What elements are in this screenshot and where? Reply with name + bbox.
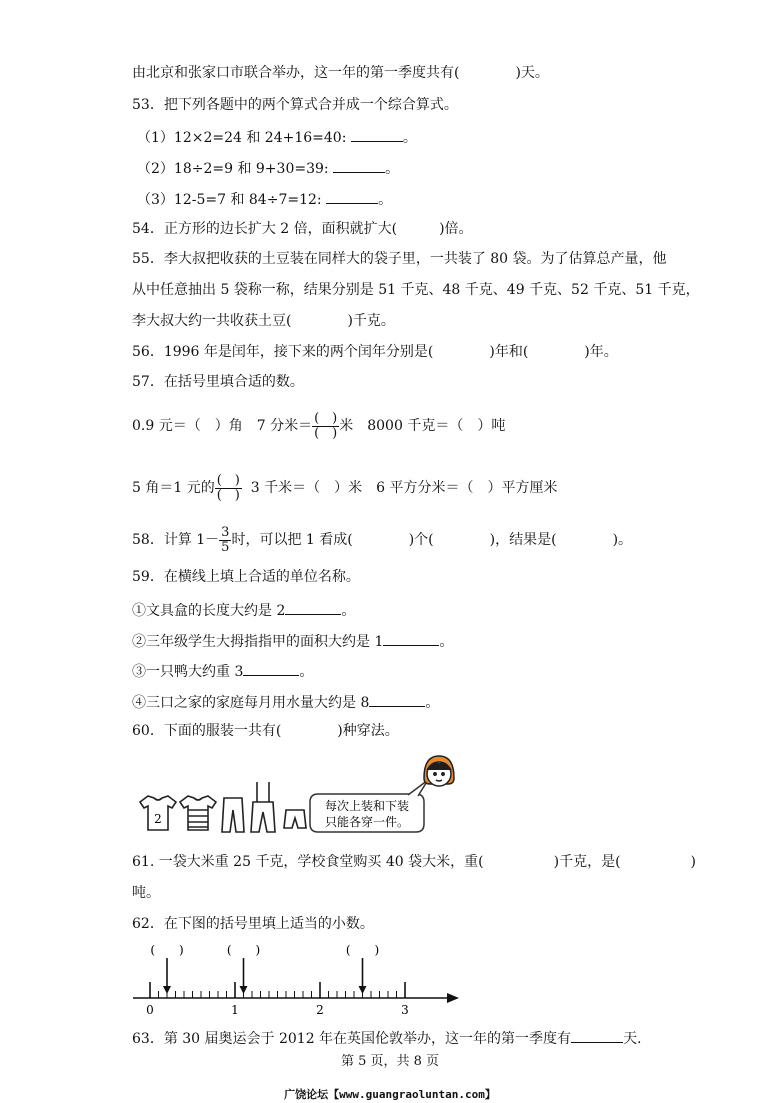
answer-blank[interactable] [369,692,425,707]
tick-label: 2 [316,1003,324,1017]
question-62-title: 62．在下图的括号里填上适当的小数。 [132,916,374,932]
tick-label: 1 [231,1003,239,1017]
site-watermark: 广饶论坛【www.guangraoluntan.com】 [284,1088,496,1101]
question-60: 60．下面的服装一共有( )种穿法。 [132,723,399,739]
question-54: 54．正方形的边长扩大 2 倍，面积就扩大( )倍。 [132,221,473,237]
trousers-icon [222,798,244,832]
question-59-title: 59．在横线上填上合适的单位名称。 [132,569,360,585]
question-58 [132,525,632,555]
overalls-icon [251,782,275,832]
axis-arrowhead [447,993,459,1003]
item-end: 。 [402,130,417,146]
item-end: 。 [378,192,393,208]
fraction-blank[interactable]: $\frac{( )}{( )}$ [314,410,338,441]
answer-blank[interactable] [326,189,378,204]
fraction-three-fifths: $\frac{3}{5}$ [221,524,230,555]
answer-blank[interactable] [243,661,299,676]
item-text: ②三年级学生大拇指指甲的面积大约是 1 [132,634,384,650]
question-52-tail: 由北京和张家口市联合举办，这一年的第一季度共有( )天。 [132,65,549,81]
tick-label: 0 [146,1003,154,1017]
boy-icon [424,756,454,786]
answer-blank[interactable] [333,158,385,173]
q58-pre: 58．计算 1－ [132,532,220,548]
item-text: （2）18÷2=9 和 9+30=39: [137,161,329,177]
question-63 [132,1028,642,1048]
question-55-line-1: 55．李大叔把收获的土豆装在同样大的袋子里，一共装了 80 袋。为了估算总产量，他 [132,251,667,267]
pointer-arrowhead [359,986,367,994]
question-61-line-2: 吨。 [132,885,160,901]
item-text: （3）12-5=7 和 84÷7=12: [137,192,322,208]
number-line [125,940,465,1020]
question-61-line-1: 61. 一袋大米重 25 千克，学校食堂购买 40 袋大米，重( )千克，是( ) [132,854,696,870]
shorts-icon [284,810,306,828]
page-footer: 第 5 页，共 8 页 [340,1054,440,1069]
answer-blank[interactable] [285,600,341,615]
question-59-item-2 [132,631,453,651]
row-2-part-a: 5 角＝1 元的 [132,480,215,496]
pointer-arrowhead [163,986,171,994]
item-end: 。 [341,603,356,619]
item-end: 。 [299,664,314,680]
answer-bracket: ( ) [150,943,184,957]
question-55-line-2: 从中任意抽出 5 袋称一称，结果分别是 51 千克、48 千克、49 千克、52 千克、51 千克， [132,282,700,298]
question-55-line-3: 李大叔大约一共收获土豆( )千克。 [132,313,395,329]
clothing-illustration [128,752,458,842]
question-57-row-1 [132,410,505,442]
question-53-item-1 [137,127,417,147]
question-57-row-2 [132,472,558,504]
question-59-item-3 [132,661,313,681]
question-56: 56．1996 年是闰年，接下来的两个闰年分别是( )年和( )年。 [132,344,618,360]
item-end: 。 [425,695,440,711]
striped-shirt-icon [180,796,216,830]
question-59-item-4 [132,692,439,712]
item-text: ③一只鸭大约重 3 [132,664,244,680]
shirt-number: 2 [154,812,162,826]
question-53-item-3 [137,189,392,209]
pointer-arrowhead [240,986,248,994]
fraction-blank[interactable]: $\frac{( )}{( )}$ [216,472,240,503]
question-53-item-2 [137,158,399,178]
row-2-part-b: 3 千米＝（ ）米 6 平方分米＝（ ）平方厘米 [250,480,558,496]
q63-end: 天. [623,1031,642,1047]
answer-blank[interactable] [571,1028,623,1043]
tick-label: 3 [401,1003,409,1017]
answer-bracket: ( ) [345,943,380,957]
item-text: ①文具盒的长度大约是 2 [132,603,286,619]
item-end: 。 [439,634,454,650]
answer-blank[interactable] [383,631,439,646]
q58-post: 时，可以把 1 看成( )个( )，结果是( )。 [231,532,633,548]
question-57-title: 57．在括号里填合适的数。 [132,374,304,390]
question-59-item-1 [132,600,355,620]
answer-blank[interactable] [351,127,403,142]
item-end: 。 [385,161,400,177]
item-text: ④三口之家的家庭每月用水量大约是 8 [132,695,370,711]
q63-text: 63．第 30 届奥运会于 2012 年在英国伦敦举办，这一年的第一季度有 [132,1031,572,1047]
bubble-line-1: 每次上装和下装 [324,799,410,813]
row-1-part-a: 0.9 元＝（ ）角 7 分米＝ [132,418,313,434]
question-53-title: 53．把下列各题中的两个算式合并成一个综合算式。 [132,97,458,113]
row-1-part-b: 米 8000 千克＝（ ）吨 [339,418,506,434]
answer-bracket: ( ) [226,943,261,957]
bubble-line-2: 只能各穿一件。 [324,815,410,829]
item-text: （1）12×2=24 和 24+16=40: [137,130,347,146]
